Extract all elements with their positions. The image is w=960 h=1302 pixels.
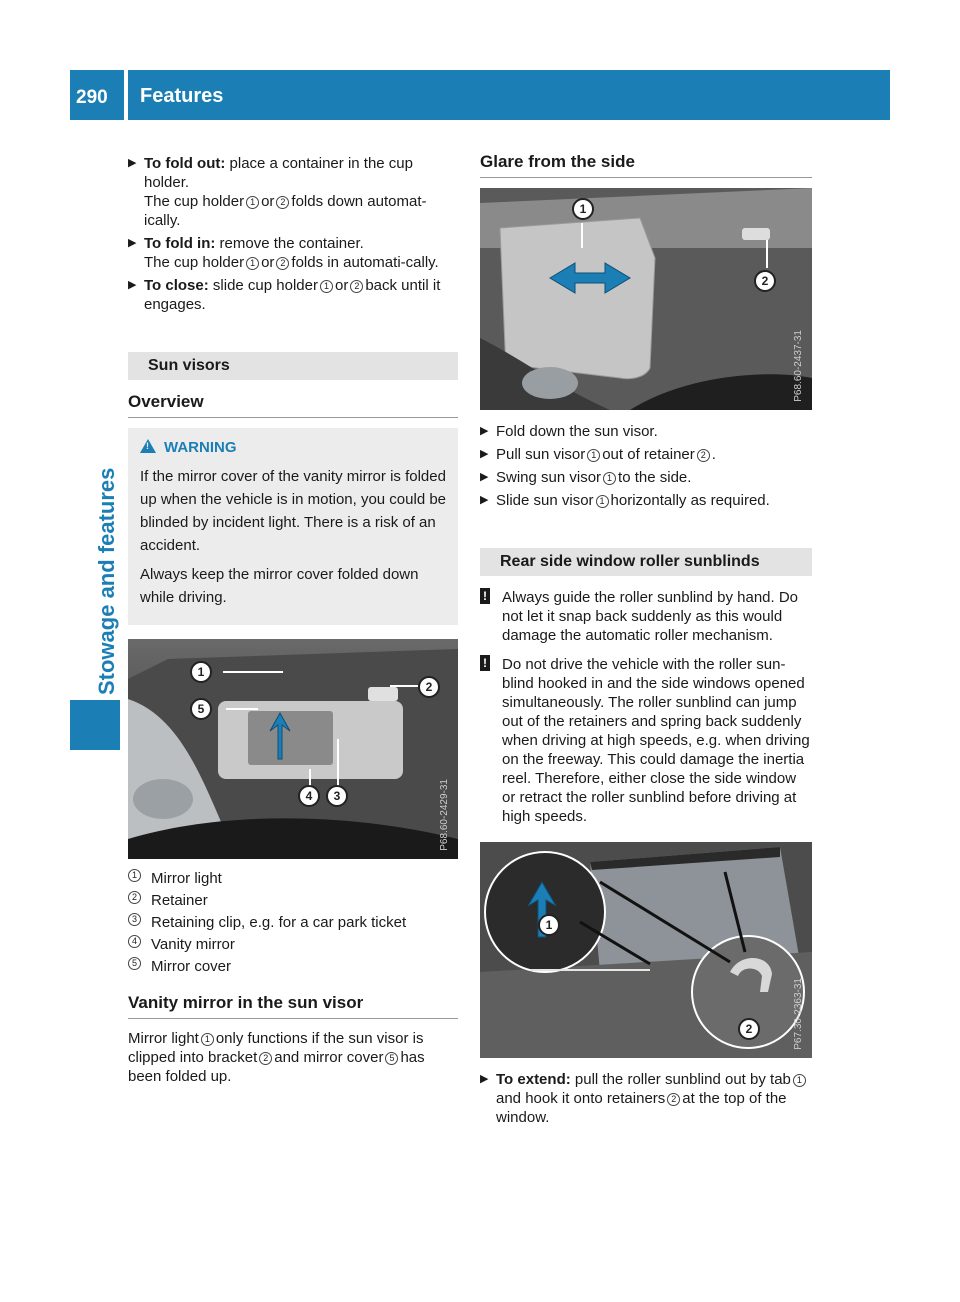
figure-sun-visor-overview (128, 639, 458, 859)
step-text: Fold down the sun visor. (496, 423, 658, 440)
step-glare-3 (480, 468, 812, 487)
callout-ref-1: 1 (793, 1074, 806, 1087)
step-text: The cup holder (144, 193, 245, 210)
body-text: Mirror light (128, 1030, 199, 1047)
step-glare-2 (480, 445, 812, 464)
warning-triangle-icon (140, 439, 156, 453)
step-arrow-icon: ▶ (128, 237, 137, 249)
right-column (480, 152, 812, 1131)
warning-title (140, 438, 448, 457)
step-arrow-icon: ▶ (128, 279, 137, 291)
callout-ref-1: 1 (603, 472, 616, 485)
figure-code: P68.60-2429-31 (439, 779, 450, 851)
exclamation-icon: ! (480, 588, 490, 604)
step-text: remove the container. (219, 235, 364, 252)
callout-ref-2: 2 (350, 280, 363, 293)
step-arrow-icon: ▶ (128, 157, 137, 169)
step-text: out of retainer (602, 446, 695, 463)
step-text: slide cup holder (212, 277, 318, 294)
step-label: To extend: (496, 1071, 571, 1088)
warning-title-text: WARNING (164, 439, 237, 456)
callout-ref-1: 1 (596, 495, 609, 508)
step-text: Slide sun visor (496, 492, 594, 509)
subhead-vanity-mirror: Vanity mirror in the sun visor (128, 993, 458, 1019)
step-text: or (261, 254, 275, 271)
warning-text: If the mirror cover of the vanity mirror is folded up when the vehicle is in motion, you could be blinded by incident light. There is a risk of an accident. (140, 468, 447, 554)
figure-callout: 2 (738, 1018, 760, 1040)
legend-item (128, 957, 458, 976)
note-text: Do not drive the vehicle with the roller sun-blind hooked in and the side windows opened simultaneously. The roller sunblind can jump out of the retainers and spring back suddenly when driving at high speeds, e.g. when driving on the freeway. This could damage the inertia reel. Therefore, either close the side window or retract the roller sunblind before driving at high speeds. (502, 656, 810, 825)
legend-text: Mirror cover (151, 958, 232, 975)
legend-text: Mirror light (151, 870, 222, 887)
glare-illustration (480, 188, 812, 410)
step-fold-out (128, 154, 458, 230)
step-fold-in (128, 234, 458, 272)
callout-ref-1: 1 (246, 196, 259, 209)
subhead-glare: Glare from the side (480, 152, 812, 178)
step-arrow-icon: ▶ (480, 425, 489, 437)
legend-number: 4 (128, 935, 141, 948)
figure-callout: 3 (326, 785, 348, 807)
figure-code: P67.30-2363-31 (793, 978, 804, 1050)
legend-item (128, 891, 458, 910)
callout-ref-1: 1 (587, 449, 600, 462)
exclamation-icon: ! (480, 655, 490, 671)
step-text: horizontally as required. (610, 492, 770, 509)
header-divider (124, 70, 128, 120)
step-glare-4 (480, 491, 812, 510)
legend-text: Retaining clip, e.g. for a car park ticket (151, 914, 407, 931)
step-text: Pull sun visor (496, 446, 586, 463)
figure-callout: 2 (418, 676, 440, 698)
step-extend (480, 1070, 812, 1127)
step-arrow-icon: ▶ (480, 471, 489, 483)
callout-ref-2: 2 (276, 257, 289, 270)
figure-callout: 1 (190, 661, 212, 683)
step-text: The cup holder (144, 254, 245, 271)
figure-glare-side (480, 188, 812, 410)
page-number: 290 (76, 87, 108, 108)
step-text: . (711, 446, 716, 463)
roller-sunblind-illustration (480, 842, 812, 1058)
callout-ref-2: 2 (667, 1093, 680, 1106)
step-text: to the side. (618, 469, 692, 486)
warning-box (128, 428, 458, 625)
step-text: folds in automati-cally. (291, 254, 439, 271)
step-arrow-icon: ▶ (480, 448, 489, 460)
callout-ref-2: 2 (259, 1052, 272, 1065)
step-label: To fold in: (144, 235, 216, 252)
callout-ref-1: 1 (246, 257, 259, 270)
figure-code: P68.60-2437-31 (793, 330, 804, 402)
legend-number: 5 (128, 957, 141, 970)
side-tab-marker (70, 700, 120, 750)
legend-text: Vanity mirror (151, 936, 235, 953)
legend-item (128, 935, 458, 954)
page-title: Features (140, 85, 224, 107)
step-close (128, 276, 458, 314)
sun-visor-illustration (128, 639, 458, 859)
figure-roller-sunblind (480, 842, 812, 1058)
legend-number: 2 (128, 891, 141, 904)
body-text: only functions if the sun visor is clipped into bracket (128, 1030, 424, 1066)
side-tab-label: Stowage and features (94, 467, 119, 695)
vanity-mirror-text (128, 1029, 458, 1086)
left-column (128, 154, 458, 1086)
legend-text: Retainer (151, 892, 208, 909)
callout-ref-2: 2 (697, 449, 710, 462)
figure-callout: 4 (298, 785, 320, 807)
step-text: place a container in the cup holder. (144, 155, 413, 191)
body-text: and mirror cover (274, 1049, 384, 1066)
section-sun-visors: Sun visors (128, 352, 458, 380)
legend-number: 1 (128, 869, 141, 882)
callout-ref-2: 2 (276, 196, 289, 209)
note-caution-2 (480, 655, 812, 826)
note-caution-1 (480, 588, 812, 645)
step-text: at the top of the window. (496, 1090, 787, 1126)
step-glare-1 (480, 422, 812, 441)
step-text: folds down automat-ically. (144, 193, 427, 229)
figure-callout: 2 (754, 270, 776, 292)
callout-ref-1: 1 (320, 280, 333, 293)
step-text: and hook it onto retainers (496, 1090, 666, 1107)
step-arrow-icon: ▶ (480, 494, 489, 506)
step-label: To close: (144, 277, 209, 294)
callout-ref-5: 5 (385, 1052, 398, 1065)
legend-item (128, 913, 458, 932)
callout-ref-1: 1 (201, 1033, 214, 1046)
body-text: has been folded up. (128, 1049, 425, 1085)
subhead-overview: Overview (128, 392, 458, 418)
section-roller-sunblinds: Rear side window roller sunblinds (480, 548, 812, 576)
step-label: To fold out: (144, 155, 226, 172)
note-text: Always guide the roller sunblind by hand. Do not let it snap back suddenly as this would damage the automatic roller mechanism. (502, 589, 799, 644)
legend-list (128, 869, 458, 976)
step-arrow-icon: ▶ (480, 1073, 489, 1085)
step-text: or (334, 277, 349, 294)
step-text: back until it engages. (144, 277, 441, 313)
step-text: Swing sun visor (496, 469, 602, 486)
legend-number: 3 (128, 913, 141, 926)
warning-text: Always keep the mirror cover folded down while driving. (140, 566, 419, 606)
figure-callout: 1 (538, 914, 560, 936)
figure-callout: 1 (572, 198, 594, 220)
figure-callout: 5 (190, 698, 212, 720)
legend-item (128, 869, 458, 888)
step-text: pull the roller sunblind out by tab (574, 1071, 791, 1088)
step-text: or (261, 193, 275, 210)
